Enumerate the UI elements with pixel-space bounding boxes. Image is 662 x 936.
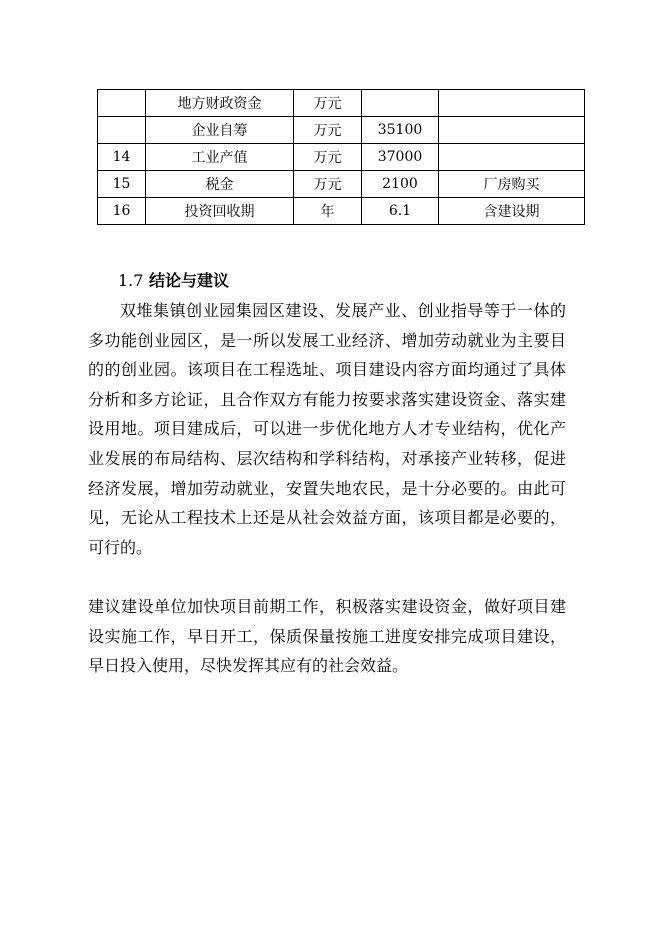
value-cell [362, 90, 439, 117]
note-cell: 厂房购买 [439, 171, 585, 198]
unit-cell: 万元 [294, 117, 362, 144]
unit-cell: 万元 [294, 90, 362, 117]
indicator-table [97, 89, 585, 225]
note-cell [439, 117, 585, 144]
unit-cell: 年 [294, 198, 362, 225]
row-number-cell: 15 [98, 171, 146, 198]
unit-cell: 万元 [294, 144, 362, 171]
item-cell: 企业自筹 [146, 117, 294, 144]
value-cell: 37000 [362, 144, 439, 171]
row-number-cell: 16 [98, 198, 146, 225]
recommendation-paragraph: 建议建设单位加快项目前期工作，积极落实建设资金，做好项目建设实施工作，早日开工，保质保量按施工进度安排完成项目建设，早日投入使用，尽快发挥其应有的社会效益。 [88, 597, 566, 676]
item-cell: 地方财政资金 [146, 90, 294, 117]
value-cell: 6.1 [362, 198, 439, 225]
section-heading [118, 268, 229, 291]
table-row [98, 90, 585, 117]
section-number: 1.7 [118, 271, 144, 290]
table-row [98, 144, 585, 171]
row-number-cell: 14 [98, 144, 146, 171]
value-cell: 2100 [362, 171, 439, 198]
item-cell: 工业产值 [146, 144, 294, 171]
section-title: 结论与建议 [149, 271, 230, 290]
table-row [98, 171, 585, 198]
unit-cell: 万元 [294, 171, 362, 198]
note-cell [439, 144, 585, 171]
conclusion-paragraph: 双堆集镇创业园集园区建设、发展产业、创业指导等于一体的多功能创业园区，是一所以发展工业经济、增加劳动就业为主要目的的创业园。该项目在工程选址、项目建设内容方面均通过了具体分析和多方论证，且合作双方有能力按要求落实建设资金、落实建设用地。项目建成后，可以进一步优化地方人才专业结构，优化产业发展的布局结构、层次结构和学科结构，对承接产业转移，促进经济发展，增加劳动就业，安置失地农民，是十分必要的。由此可见，无论从工程技术上还是从社会效益方面，该项目都是必要的，可行的。 [88, 301, 566, 557]
note-cell [439, 90, 585, 117]
row-number-cell [98, 90, 146, 117]
table-row [98, 117, 585, 144]
row-number-cell [98, 117, 146, 144]
table-row [98, 198, 585, 225]
value-cell: 35100 [362, 117, 439, 144]
item-cell: 税金 [146, 171, 294, 198]
item-cell: 投资回收期 [146, 198, 294, 225]
note-cell: 含建设期 [439, 198, 585, 225]
